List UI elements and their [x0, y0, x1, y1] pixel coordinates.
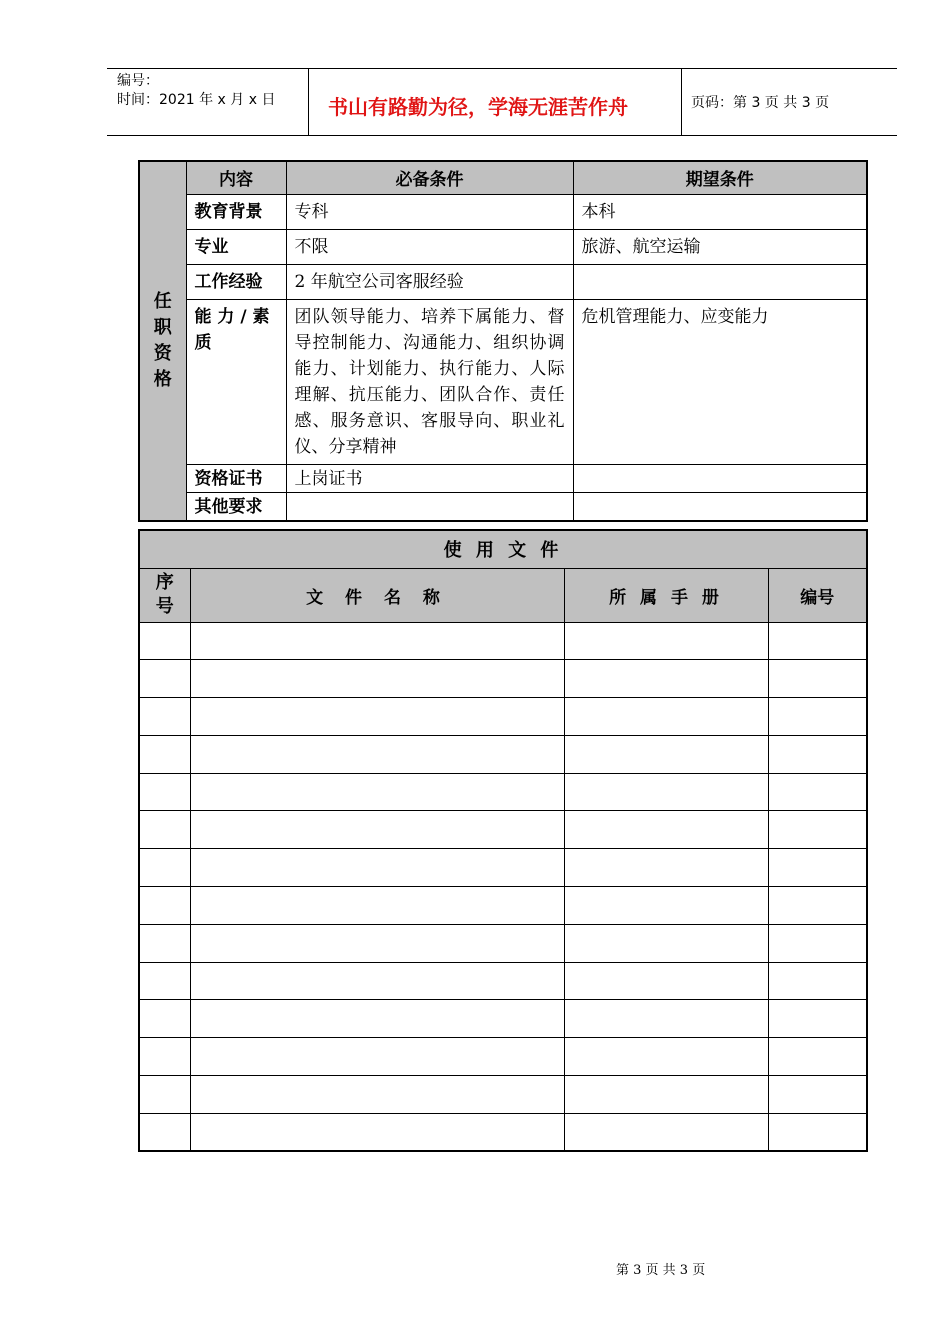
- cell-file-name: [190, 1076, 564, 1114]
- cell-number: [768, 1113, 867, 1151]
- documents-title: 使 用 文 件: [139, 530, 867, 568]
- cell-index: [139, 698, 190, 736]
- page-info: 页码：第 3 页 共 3 页: [691, 95, 830, 111]
- cell-manual: [564, 698, 768, 736]
- cell-file-name: [190, 1000, 564, 1038]
- column-header-file-name: 文 件 名 称: [190, 568, 564, 622]
- cell-manual: [564, 811, 768, 849]
- column-header-index: 序 号: [139, 568, 190, 622]
- cell-manual: [564, 849, 768, 887]
- row-desired: [573, 492, 867, 521]
- cell-number: [768, 773, 867, 811]
- cell-number: [768, 811, 867, 849]
- cell-index: [139, 811, 190, 849]
- cell-index: [139, 735, 190, 773]
- cell-file-name: [190, 773, 564, 811]
- cell-number: [768, 887, 867, 925]
- table-row: [139, 229, 867, 264]
- table-row: [139, 735, 867, 773]
- column-header-required: 必备条件: [286, 161, 573, 194]
- cell-manual: [564, 1113, 768, 1151]
- cell-index: [139, 1113, 190, 1151]
- cell-index: [139, 1000, 190, 1038]
- cell-file-name: [190, 735, 564, 773]
- cell-file-name: [190, 849, 564, 887]
- cell-index: [139, 887, 190, 925]
- side-char: 任: [153, 290, 172, 312]
- cell-manual: [564, 1000, 768, 1038]
- cell-index: [139, 773, 190, 811]
- cell-manual: [564, 962, 768, 1000]
- cell-manual: [564, 1076, 768, 1114]
- table-row: [139, 464, 867, 492]
- column-header-content: 内容: [186, 161, 286, 194]
- table-row: [139, 1000, 867, 1038]
- cell-manual: [564, 660, 768, 698]
- cell-number: [768, 735, 867, 773]
- table-row: [139, 773, 867, 811]
- side-char: 资: [153, 342, 172, 364]
- cell-file-name: [190, 924, 564, 962]
- table-row: [139, 698, 867, 736]
- row-required: 不限: [286, 229, 573, 264]
- table-row: [139, 660, 867, 698]
- table-row: [139, 962, 867, 1000]
- cell-index: [139, 849, 190, 887]
- row-required: 团队领导能力、培养下属能力、督导控制能力、沟通能力、组织协调能力、计划能力、执行能力、人际理解、抗压能力、团队合作、责任感、服务意识、客服导向、职业礼仪、分享精神: [286, 299, 573, 464]
- column-header-number: 编号: [768, 568, 867, 622]
- table-row: [139, 194, 867, 229]
- cell-number: [768, 1038, 867, 1076]
- cell-file-name: [190, 622, 564, 660]
- side-char: 格: [153, 368, 172, 390]
- table-row: [139, 1076, 867, 1114]
- cell-file-name: [190, 811, 564, 849]
- row-desired: 危机管理能力、应变能力: [573, 299, 867, 464]
- cell-manual: [564, 924, 768, 962]
- column-header-desired: 期望条件: [573, 161, 867, 194]
- cell-number: [768, 660, 867, 698]
- row-item: 工作经验: [186, 264, 286, 299]
- cell-number: [768, 622, 867, 660]
- cell-number: [768, 1000, 867, 1038]
- header-divider-right: [681, 68, 682, 135]
- table-row: [139, 299, 867, 464]
- cell-index: [139, 962, 190, 1000]
- table-row: [139, 264, 867, 299]
- table-row: [139, 811, 867, 849]
- page-footer: 第 3 页 共 3 页: [616, 1263, 706, 1278]
- column-header-manual: 所 属 手 册: [564, 568, 768, 622]
- cell-manual: [564, 735, 768, 773]
- document-number-label: 编号：: [117, 73, 159, 89]
- header-top-rule: [107, 68, 897, 69]
- cell-file-name: [190, 1113, 564, 1151]
- row-item: 教育背景: [186, 194, 286, 229]
- cell-file-name: [190, 1038, 564, 1076]
- row-desired: 本科: [573, 194, 867, 229]
- cell-index: [139, 1076, 190, 1114]
- table-row: [139, 887, 867, 925]
- cell-file-name: [190, 887, 564, 925]
- row-desired: [573, 264, 867, 299]
- cell-number: [768, 1076, 867, 1114]
- row-item: 资格证书: [186, 464, 286, 492]
- cell-number: [768, 924, 867, 962]
- cell-index: [139, 924, 190, 962]
- cell-manual: [564, 773, 768, 811]
- row-required: 上岗证书: [286, 464, 573, 492]
- header-motto: 书山有路勤为径，学海无涯苦作舟: [328, 95, 628, 119]
- cell-number: [768, 849, 867, 887]
- header-bottom-rule: [107, 135, 897, 136]
- row-item: 其他要求: [186, 492, 286, 521]
- cell-index: [139, 660, 190, 698]
- row-item: 专业: [186, 229, 286, 264]
- row-required: 专科: [286, 194, 573, 229]
- table-row: [139, 1038, 867, 1076]
- header-divider-left: [308, 68, 309, 135]
- row-required: [286, 492, 573, 521]
- cell-number: [768, 698, 867, 736]
- cell-file-name: [190, 962, 564, 1000]
- table-row: [139, 849, 867, 887]
- side-char: 职: [153, 316, 172, 338]
- row-desired: 旅游、航空运输: [573, 229, 867, 264]
- cell-index: [139, 622, 190, 660]
- document-time-label: 时间：2021 年 x 月 x 日: [117, 92, 276, 108]
- row-desired: [573, 464, 867, 492]
- table-row: [139, 492, 867, 521]
- cell-manual: [564, 622, 768, 660]
- table-row: [139, 1113, 867, 1151]
- cell-manual: [564, 1038, 768, 1076]
- documents-table: [138, 529, 868, 1152]
- qualifications-table: [138, 160, 868, 522]
- cell-file-name: [190, 660, 564, 698]
- cell-file-name: [190, 698, 564, 736]
- cell-number: [768, 962, 867, 1000]
- table-row: [139, 622, 867, 660]
- cell-index: [139, 1038, 190, 1076]
- qualifications-side-label: [139, 161, 186, 521]
- table-row: [139, 924, 867, 962]
- cell-manual: [564, 887, 768, 925]
- row-required: 2 年航空公司客服经验: [286, 264, 573, 299]
- row-item: 能 力 / 素 质: [186, 299, 286, 464]
